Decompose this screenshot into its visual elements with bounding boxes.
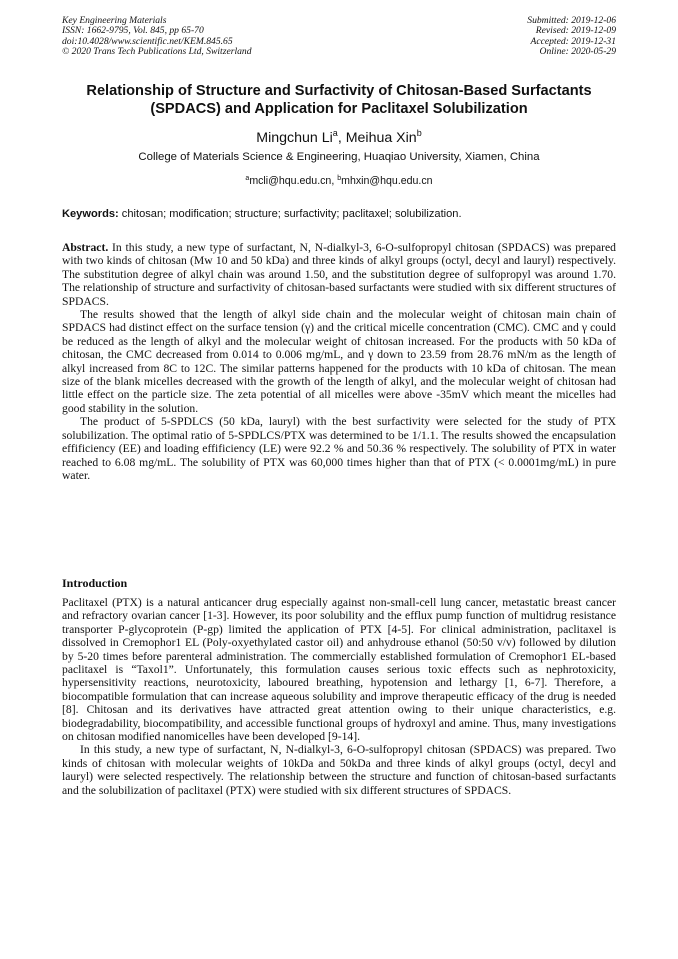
affiliation: College of Materials Science & Engineering, Huaqiao University, Xiamen, China xyxy=(138,151,540,163)
publication-dates xyxy=(527,16,616,58)
author-name: Meihua Xin xyxy=(345,130,417,146)
keywords-label: Keywords: xyxy=(62,208,119,220)
revised-date: Revised: 2019-12-09 xyxy=(535,25,616,37)
email-mark: a xyxy=(245,175,250,182)
author-emails xyxy=(0,172,678,188)
body-paragraph: Paclitaxel (PTX) is a natural anticancer drug especially against non-small-cell lung cancer, metastatic breast cancer and refractory ovarian cancer [1-3]. However, its poor solubility and the efflux pump function of multidrug resistance transporter P-glycoprotein (P-gp) limited the application of PTX [4-5]. For clinical administration, paclitaxel is dissolved in Cremophor1 EL (Poly-oxyethylated castor oil) and anhydrouse ethanol (50:50 v/v) followed by dilution by 5-20 times before parenteral administration. The commercially established formulation of Cremophor1 EL-based paclitaxel is “Taxol1”. Unfortunately, this formulation causes serious toxic effects such as nephrotoxicity, hypersensitivity reactions, neurotoxicity, laboured breathing, hypotension and lethargy [1, 6-7]. Therefore, a biocompatible formulation that can increase aqueous solubility and improve therapeutic efficacy of the drug is needed [8]. Chitosan and its derivatives have attracted great attention owing to their unique characteristics, e.g. biodegradability, biocompatibility, and accessible functional groups of hydroxyl and amine. Thus, many investigations on chitosan modified nanomicelles have been developed [9-14]. xyxy=(62,596,616,744)
keywords-text: chitosan; modification; structure; surfactivity; paclitaxel; solubilization. xyxy=(118,208,462,220)
author-affiliation-mark: b xyxy=(416,128,422,138)
section-heading: Introduction xyxy=(62,576,128,590)
keywords xyxy=(62,207,616,221)
submitted-date: Submitted: 2019-12-06 xyxy=(527,15,616,26)
author-name: Mingchun Li xyxy=(256,130,333,146)
abstract xyxy=(62,241,616,482)
abstract-paragraph xyxy=(62,241,616,308)
paper-title: Relationship of Structure and Surfactivity of Chitosan-Based Surfactants (SPDACS) and Application for Paclitaxel Solubilization xyxy=(86,83,592,117)
body-paragraph: In this study, a new type of surfactant, N, N-dialkyl-3, 6-O-sulfopropyl chitosan (SPDACS) was prepared. Two kinds of chitosan with molecular weights of 10kDa and 50kDa and three kinds of alkyl groups (octyl, decyl and lauryl) were selected respectively. The relationship between the structure and function of chitosan-based surfactants and the solubilization of paclitaxel (PTX) were studied with six different structures of SPDACS. xyxy=(62,743,616,797)
author-list xyxy=(0,124,678,147)
abstract-label: Abstract. xyxy=(62,241,109,254)
abstract-text: In this study, a new type of surfactant, N, N-dialkyl-3, 6-O-sulfopropyl chitosan (SPDACS) was prepared with two kinds of chitosan (Mw 10 and 50 kDa) and three kinds of alkyl groups (octyl, decyl and lauryl) respectively. The substitution degree of alkyl chain was around 1.50, and the substitution degree of sulfopropyl was around 1.70. The relationship of structure and surfactivity of chitosan-based surfactants were studied with six different structures of SPDACS. xyxy=(62,241,616,308)
journal-info xyxy=(62,16,252,58)
abstract-paragraph: The results showed that the length of alkyl side chain and the molecular weight of chitosan main chain of SPDACS had distinct effect on the surface tension (γ) and the critical micelle concentration (CMC). CMC and γ could be reduced as the length of alkyl and the molecular weight of chitosan increased. For the products with 50 kDa of chitosan, the CMC decreased from 0.014 to 0.006 mg/mL, and γ down to 23.59 from 28.76 mN/m as the length of alkyl increased from 8C to 12C. The similar patterns happened for the products with 10 kDa of chitosan. The mean size of the blank micelles decreased with the growth of the length of alkyl, and the molecular weight of chitosan had little effect on the particle size. The zeta potential of all micelles were above -35mV which meant the micelles had good stability in the solution. xyxy=(62,308,616,415)
accepted-date: Accepted: 2019-12-31 xyxy=(530,35,616,47)
abstract-paragraph: The product of 5-SPDLCS (50 kDa, lauryl) with the best surfactivity were selected for the study of PTX solubilization. The optimal ratio of 5-SPDLCS/PTX was determined to be 1/1.1. The results showed the encapsulation effificiency (EE) and loading effificiency (LE) were 92.2 % and 50.36 % respectively. The solubility of PTX in water reached to 6.08 mg/mL. The solubility of PTX was 60,000 times higher than that of PTX (< 0.0001mg/mL) in pure water. xyxy=(62,415,616,482)
journal-name: Key Engineering Materials xyxy=(62,15,167,26)
doi-line[interactable]: doi:10.4028/www.scientific.net/KEM.845.65 xyxy=(62,35,233,47)
copyright-line: © 2020 Trans Tech Publications Ltd, Switzerland xyxy=(62,46,252,58)
email-mark: b xyxy=(337,175,342,182)
author-separator: , xyxy=(337,130,346,146)
email-link[interactable]: mcli@hqu.edu.cn, xyxy=(249,175,338,187)
introduction-section xyxy=(62,576,616,797)
issn-line: ISSN: 1662-9795, Vol. 845, pp 65-70 xyxy=(62,25,204,37)
author-affiliation-mark: a xyxy=(332,128,338,138)
online-date: Online: 2020-05-29 xyxy=(539,46,616,58)
email-link[interactable]: mhxin@hqu.edu.cn xyxy=(341,175,433,187)
